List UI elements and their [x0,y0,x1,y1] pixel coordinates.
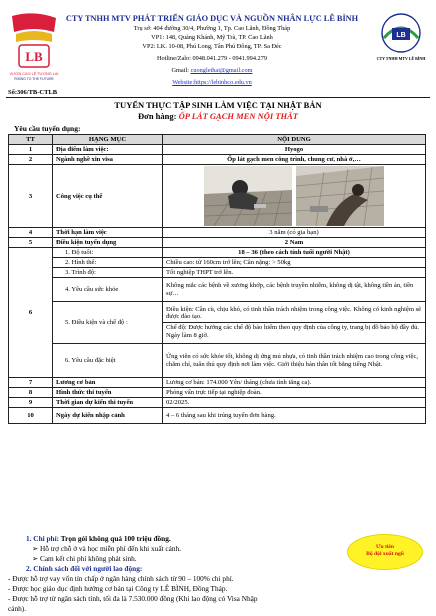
list-item: - Được hỗ trợ vay vốn tín chấp ở ngân hàng chính sách từ 90 – 100% chi phí. [8,574,234,583]
row-item: Điều kiện tuyển dụng [53,238,163,248]
cost-value: Trọn gói không quá 100 triệu đồng. [60,534,171,543]
row-item: 1. Độ tuổi: [53,248,163,258]
order-name: ỐP LÁT GẠCH MEN NỘI THẤT [178,111,298,121]
policy-label: 2. Chính sách đối với người lao động: [26,564,143,573]
row-content: Tốt nghiệp THPT trở lên. [163,268,426,278]
table-row [9,228,426,238]
row-content: Ốp lát gạch men công trình, chung cư, nhà ở,… [163,155,426,165]
row-item: Thời gian dự kiến thi tuyển [53,398,163,408]
office2-line: VP2: LK. 10-08, Phú Long, Tân Phú Đông, TP. Sa Đéc [142,43,282,50]
list-item: cảnh). [8,604,27,613]
table-row [9,278,426,302]
row-item: Lương cơ bản [53,378,163,388]
table-row [9,408,426,424]
svg-text:LB: LB [396,32,406,39]
table-row [9,344,426,378]
svg-text:LB: LB [25,49,43,64]
row-tt: 1 [9,145,53,155]
row-item: Địa điểm làm việc: [53,145,163,155]
row-item: 3. Trình độ: [53,268,163,278]
list-item: - Được hỗ trợ từ ngân sách tỉnh, tối đa là 7.530.000 đồng (Khi lao động có Visa Nhập [8,594,258,603]
website-label: Website: [172,79,195,86]
col-header-tt: TT [9,135,53,145]
office1-line: VP1: 148, Quảng Khánh, Mỹ Trà, TP. Cao Lãnh [151,34,273,41]
page-title: TUYỂN THỰC TẬP SINH LÀM VIỆC TẠI NHẬT BẢN [114,100,322,110]
row-tt: 10 [9,408,53,424]
check-icon: ➢ [32,544,40,553]
table-row [9,398,426,408]
email-link[interactable]: cuonglethai@gmail.com [190,67,253,74]
row-tt: 9 [9,398,53,408]
row-content: Không mắc các bệnh về xương khớp, các bệnh truyền nhiễm, không dị tật, không tiền án, tiền sự… [163,278,426,302]
table-row [9,388,426,398]
requirements-heading: Yêu cầu tuyển dụng: [14,124,81,133]
row-content: Ứng viên có sức khỏe tốt, không dị ứng mủ nhựa, có tinh thần trách nhiệm cao trong công việc, chăm chỉ, tuân thủ quy định nơi làm việc. Giới thiệu bản thân tốt bằng tiếng Nhật. [163,344,426,378]
email-label: Gmail: [171,67,191,74]
order-title [0,111,436,121]
row-content: Phỏng vấn trực tiếp tại nghiệp đoàn. [163,388,426,398]
row-item: 4. Yêu cầu sức khỏe [53,278,163,302]
website-url: https://lebinhco.edu.vn [194,79,252,86]
table-header-row [9,135,426,145]
floor-tiling-photo [296,166,384,226]
row-item: Ngành nghề xin visa [53,155,163,165]
check-icon: ➢ [32,554,40,563]
table-row [9,258,426,268]
table-row [9,268,426,278]
table-row [9,165,426,228]
website-line [64,78,360,87]
row-tt: 5 [9,238,53,248]
row-content: Lương cơ bản: 174.000 Yên/ tháng (chưa tính tăng ca). [163,378,426,388]
conditions-text: Điều kiện: Cần cù, chịu khó, có tinh thần trách nhiệm trong công việc. Không có kinh nghiệm sẽ được đào tạo. [163,305,425,323]
badge-line1: Ưu tiên [376,544,394,550]
row-tt: 6 [9,248,53,378]
tiling-worker-photo [204,166,292,226]
row-item: Công việc cụ thể [53,165,163,228]
row-content: 02/2025. [163,398,426,408]
secondary-logo-caption: CTY TNHH MTV LÊ BÌNH [376,56,426,61]
row-tt: 3 [9,165,53,228]
row-content: 18 – 36 (theo cách tính tuổi người Nhật) [163,248,426,258]
list-item: - Được học giáo dục định hướng cơ bản tại Công ty LÊ BÌNH, Đồng Tháp. [8,584,228,593]
row-tt: 8 [9,388,53,398]
table-row [9,145,426,155]
header-divider [6,97,430,98]
table-row [9,248,426,258]
svg-text:VƯƠN CAO LÊ TƯƠNG LAI: VƯƠN CAO LÊ TƯƠNG LAI [9,72,59,76]
document-number: Số:306/TB-CTLB [8,89,58,96]
row-item: Ngày dự kiến nhập cảnh [53,408,163,424]
col-header-item: HẠNG MỤC [53,135,163,145]
row-content: Hyogo [163,145,426,155]
priority-badge [348,535,422,569]
requirements-table [8,134,426,424]
row-content-photos [163,165,426,228]
row-content [163,302,426,344]
list-item-text: Cam kết chi phí không phát sinh. [39,554,137,563]
table-row [9,238,426,248]
row-item: 5. Điều kiện và chế độ : [53,302,163,344]
hotline-line: Hotline/Zalo: 0948.041.279 - 0941.994.279 [156,55,267,62]
table-row [9,302,426,344]
row-content: Chiều cao: từ 160cm trở lên; Cân nặng: > 50kg [163,258,426,268]
secondary-logo [370,12,432,54]
svg-text:RISING TO THE FUTURE: RISING TO THE FUTURE [14,77,54,81]
row-item: Thời hạn làm việc [53,228,163,238]
row-item: Hình thức thi tuyển [53,388,163,398]
row-tt: 7 [9,378,53,388]
row-content: 2 Nam [163,238,426,248]
row-tt: 2 [9,155,53,165]
website-link[interactable] [172,79,252,86]
row-content: 3 năm (có gia hạn) [163,228,426,238]
address-line: Trụ sở: 404 đường 30/4, Phường 1, Tp. Cao Lãnh, Đồng Tháp [133,25,291,32]
company-name: CTY TNHH MTV PHÁT TRIỂN GIÁO DỤC VÀ NGUỒN NHÂN LỰC LÊ BÌNH [65,14,359,23]
company-logo [6,12,62,84]
row-item: 2. Hình thể: [53,258,163,268]
email-line [64,66,360,75]
badge-line2: Bộ đội xuất ngũ [366,551,404,557]
table-row [9,378,426,388]
row-content: 4 – 6 tháng sau khi trúng tuyển đơn hàng. [163,408,426,424]
row-tt: 4 [9,228,53,238]
row-item: 6. Yêu cầu đặc biệt [53,344,163,378]
table-row [9,155,426,165]
col-header-content: NỘI DUNG [163,135,426,145]
benefits-text: Chế độ: Được hưởng các chế độ bảo hiểm theo quy định của công ty, trang bị đồ bảo hộ đầy đủ. Ngày làm 8 giờ. [166,324,420,339]
cost-label: 1. Chi phí: [26,534,61,543]
order-label: Đơn hàng: [137,111,179,121]
list-item-text: Hỗ trợ chỗ ở và học miễn phí đến khi xuất cảnh. [39,544,182,553]
